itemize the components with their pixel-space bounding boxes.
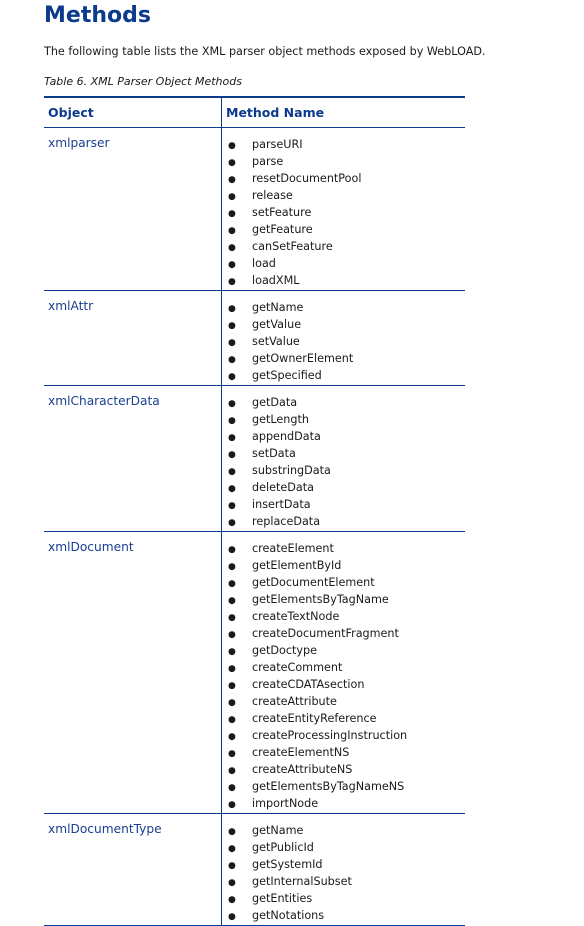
object-name-cell[interactable]: xmlAttr (44, 291, 222, 386)
method-list-item (228, 761, 465, 778)
method-name: resetDocumentPool (252, 172, 362, 185)
method-list-item (228, 795, 465, 812)
bullet-icon: ● (228, 545, 236, 555)
method-name: parse (252, 155, 284, 168)
bullet-icon: ● (228, 304, 236, 314)
method-list-item (228, 221, 465, 238)
intro-paragraph: The following table lists the XML parser object methods exposed by WebLOAD. (44, 45, 486, 58)
method-name: getElementsByTagName (252, 593, 389, 606)
method-list-item (228, 350, 465, 367)
method-list-item (228, 540, 465, 557)
method-name: setFeature (252, 206, 312, 219)
bullet-icon: ● (228, 484, 236, 494)
method-name: getNotations (252, 909, 325, 922)
method-list-cell (222, 814, 466, 926)
method-name: getSpecified (252, 369, 322, 382)
table-caption: Table 6. XML Parser Object Methods (44, 75, 242, 88)
bullet-icon: ● (228, 681, 236, 691)
method-list-cell (222, 128, 466, 291)
method-list-item (228, 272, 465, 289)
bullet-icon: ● (228, 579, 236, 589)
bullet-icon: ● (228, 433, 236, 443)
method-name: getName (252, 301, 304, 314)
bullet-icon: ● (228, 783, 236, 793)
object-name-cell[interactable]: xmlparser (44, 128, 222, 291)
method-name: getEntities (252, 892, 313, 905)
method-list-item (228, 513, 465, 530)
method-name: createTextNode (252, 610, 340, 623)
bullet-icon: ● (228, 501, 236, 511)
method-list (222, 814, 465, 925)
method-list-item (228, 496, 465, 513)
bullet-icon: ● (228, 749, 236, 759)
bullet-icon: ● (228, 226, 236, 236)
method-name: release (252, 189, 293, 202)
method-list-item (228, 574, 465, 591)
method-list-item (228, 890, 465, 907)
bullet-icon: ● (228, 338, 236, 348)
bullet-icon: ● (228, 399, 236, 409)
method-name: getValue (252, 318, 302, 331)
method-list-item (228, 367, 465, 384)
bullet-icon: ● (228, 355, 236, 365)
method-name: createEntityReference (252, 712, 377, 725)
table-body (44, 128, 465, 926)
method-name: createDocumentFragment (252, 627, 399, 640)
method-name: createAttributeNS (252, 763, 353, 776)
bullet-icon: ● (228, 827, 236, 837)
method-list-item (228, 255, 465, 272)
method-name: getSystemId (252, 858, 323, 871)
bullet-icon: ● (228, 209, 236, 219)
method-name: createAttribute (252, 695, 337, 708)
method-list-item (228, 659, 465, 676)
method-name: getElementsByTagNameNS (252, 780, 405, 793)
bullet-icon: ● (228, 766, 236, 776)
bullet-icon: ● (228, 878, 236, 888)
bullet-icon: ● (228, 175, 236, 185)
method-name: replaceData (252, 515, 321, 528)
method-list-item (228, 394, 465, 411)
bullet-icon: ● (228, 243, 236, 253)
method-list-cell (222, 532, 466, 814)
bullet-icon: ● (228, 260, 236, 270)
bullet-icon: ● (228, 912, 236, 922)
method-list-item (228, 479, 465, 496)
method-list-item (228, 856, 465, 873)
bullet-icon: ● (228, 372, 236, 382)
method-list-item (228, 187, 465, 204)
method-list-item (228, 727, 465, 744)
method-name: setData (252, 447, 296, 460)
method-list-item (228, 744, 465, 761)
bullet-icon: ● (228, 664, 236, 674)
bullet-icon: ● (228, 321, 236, 331)
method-list-item (228, 238, 465, 255)
method-list (222, 291, 465, 385)
method-list-item (228, 693, 465, 710)
method-list-item (228, 462, 465, 479)
method-name: substringData (252, 464, 331, 477)
method-name: importNode (252, 797, 319, 810)
bullet-icon: ● (228, 277, 236, 287)
method-name: load (252, 257, 276, 270)
method-list-item (228, 316, 465, 333)
method-list (222, 128, 465, 290)
method-name: createComment (252, 661, 343, 674)
bullet-icon: ● (228, 518, 236, 528)
bullet-icon: ● (228, 158, 236, 168)
object-name-cell[interactable]: xmlDocumentType (44, 814, 222, 926)
method-list (222, 532, 465, 813)
method-list (222, 386, 465, 531)
method-list-item (228, 591, 465, 608)
method-list-item (228, 557, 465, 574)
bullet-icon: ● (228, 596, 236, 606)
bullet-icon: ● (228, 450, 236, 460)
method-name: getOwnerElement (252, 352, 354, 365)
bullet-icon: ● (228, 416, 236, 426)
method-list-item (228, 428, 465, 445)
bullet-icon: ● (228, 844, 236, 854)
method-name: setValue (252, 335, 300, 348)
method-name: deleteData (252, 481, 314, 494)
method-name: insertData (252, 498, 311, 511)
method-name: loadXML (252, 274, 300, 287)
bullet-icon: ● (228, 698, 236, 708)
method-name: getDocumentElement (252, 576, 375, 589)
header-object: Object (44, 97, 222, 128)
method-name: createProcessingInstruction (252, 729, 408, 742)
method-name: getData (252, 396, 298, 409)
method-name: getPublicId (252, 841, 314, 854)
bullet-icon: ● (228, 467, 236, 477)
method-list-item (228, 822, 465, 839)
method-list-item (228, 642, 465, 659)
method-list-item (228, 710, 465, 727)
method-list-item (228, 608, 465, 625)
method-list-item (228, 333, 465, 350)
method-name: canSetFeature (252, 240, 333, 253)
bullet-icon: ● (228, 647, 236, 657)
method-list-item (228, 153, 465, 170)
table-row (44, 291, 465, 386)
method-list-item (228, 778, 465, 795)
table-row (44, 532, 465, 814)
bullet-icon: ● (228, 613, 236, 623)
method-name: getName (252, 824, 304, 837)
method-name: getElementById (252, 559, 342, 572)
bullet-icon: ● (228, 141, 236, 151)
method-name: appendData (252, 430, 321, 443)
method-list-item (228, 136, 465, 153)
bullet-icon: ● (228, 192, 236, 202)
method-name: createElementNS (252, 746, 350, 759)
table-row (44, 814, 465, 926)
object-name-cell[interactable]: xmlDocument (44, 532, 222, 814)
bullet-icon: ● (228, 630, 236, 640)
header-method-name: Method Name (222, 97, 466, 128)
method-name: createCDATAsection (252, 678, 365, 691)
method-list-item (228, 204, 465, 221)
method-list-cell (222, 386, 466, 532)
method-list-item (228, 839, 465, 856)
method-list-item (228, 873, 465, 890)
bullet-icon: ● (228, 562, 236, 572)
bullet-icon: ● (228, 715, 236, 725)
method-list-item (228, 299, 465, 316)
bullet-icon: ● (228, 732, 236, 742)
bullet-icon: ● (228, 800, 236, 810)
method-list-item (228, 170, 465, 187)
xml-parser-methods-table (44, 96, 465, 926)
bullet-icon: ● (228, 861, 236, 871)
object-name-cell[interactable]: xmlCharacterData (44, 386, 222, 532)
method-name: getInternalSubset (252, 875, 352, 888)
method-list-cell (222, 291, 466, 386)
method-name: parseURI (252, 138, 303, 151)
method-list-item (228, 445, 465, 462)
method-list-item (228, 625, 465, 642)
method-list-item (228, 676, 465, 693)
table-header-row (44, 97, 465, 128)
bullet-icon: ● (228, 895, 236, 905)
method-name: getFeature (252, 223, 313, 236)
table-row (44, 386, 465, 532)
method-list-item (228, 411, 465, 428)
section-heading: Methods (44, 3, 151, 28)
method-name: createElement (252, 542, 334, 555)
method-name: getDoctype (252, 644, 317, 657)
table-row (44, 128, 465, 291)
method-name: getLength (252, 413, 309, 426)
